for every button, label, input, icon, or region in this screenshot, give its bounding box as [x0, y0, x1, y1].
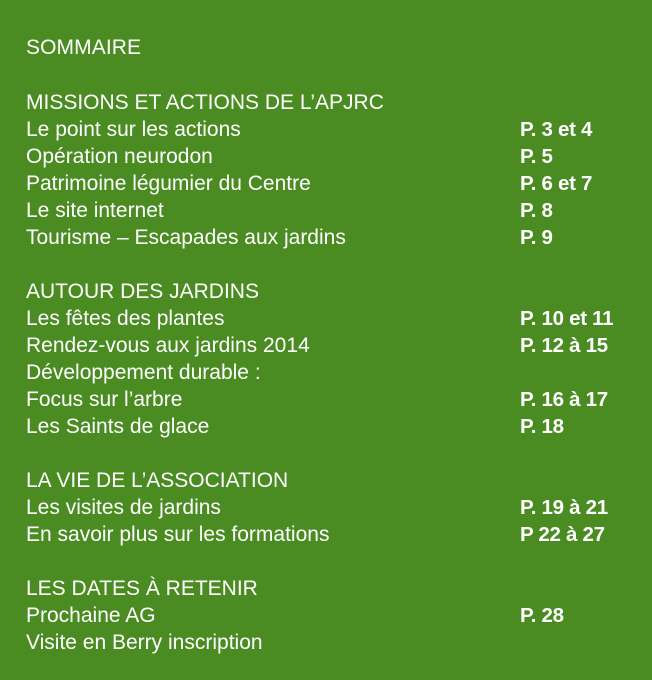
- section-association: [26, 467, 632, 548]
- item-label: Tourisme – Escapades aux jardins: [26, 226, 346, 249]
- item-pages: P. 5: [520, 145, 553, 168]
- item-label: Le point sur les actions: [26, 118, 241, 141]
- list-item: [26, 494, 632, 521]
- list-item: [26, 116, 632, 143]
- list-item: [26, 413, 632, 440]
- list-item: [26, 521, 632, 548]
- item-label: Visite en Berry inscription: [26, 631, 263, 654]
- item-pages: P. 10 et 11: [520, 307, 614, 330]
- item-label: Patrimoine légumier du Centre: [26, 172, 311, 195]
- section-jardins: [26, 278, 632, 440]
- item-label: Opération neurodon: [26, 145, 213, 168]
- page-title: SOMMAIRE: [26, 36, 142, 59]
- section-heading: AUTOUR DES JARDINS: [26, 280, 259, 303]
- item-pages: P. 9: [520, 226, 553, 249]
- item-label: Les Saints de glace: [26, 415, 210, 438]
- section-dates: [26, 575, 632, 656]
- list-item: [26, 197, 632, 224]
- item-label: Rendez-vous aux jardins 2014: [26, 334, 310, 357]
- list-item: [26, 170, 632, 197]
- item-pages: P. 28: [520, 604, 564, 627]
- item-label: Développement durable :: [26, 361, 261, 384]
- item-pages: P. 3 et 4: [520, 118, 593, 141]
- list-item: [26, 359, 632, 386]
- item-label: Les visites de jardins: [26, 496, 221, 519]
- item-label: Les fêtes des plantes: [26, 307, 225, 330]
- item-pages: P. 6 et 7: [520, 172, 593, 195]
- section-heading: LES DATES À RETENIR: [26, 577, 258, 600]
- item-label: Le site internet: [26, 199, 164, 222]
- section-heading: LA VIE DE L’ASSOCIATION: [26, 469, 289, 492]
- list-item: [26, 629, 632, 656]
- item-pages: P. 18: [520, 415, 564, 438]
- section-missions: [26, 89, 632, 251]
- list-item: [26, 143, 632, 170]
- item-pages: P 22 à 27: [520, 523, 605, 546]
- item-label: Focus sur l’arbre: [26, 388, 183, 411]
- item-label: En savoir plus sur les formations: [26, 523, 330, 546]
- list-item: [26, 332, 632, 359]
- item-pages: P. 16 à 17: [520, 388, 608, 411]
- list-item: [26, 602, 632, 629]
- list-item: [26, 224, 632, 251]
- section-heading: MISSIONS ET ACTIONS DE L’APJRC: [26, 91, 384, 114]
- item-pages: P. 19 à 21: [520, 496, 608, 519]
- item-pages: P. 12 à 15: [520, 334, 608, 357]
- item-pages: P. 8: [520, 199, 553, 222]
- list-item: [26, 305, 632, 332]
- list-item: [26, 386, 632, 413]
- item-label: Prochaine AG: [26, 604, 156, 627]
